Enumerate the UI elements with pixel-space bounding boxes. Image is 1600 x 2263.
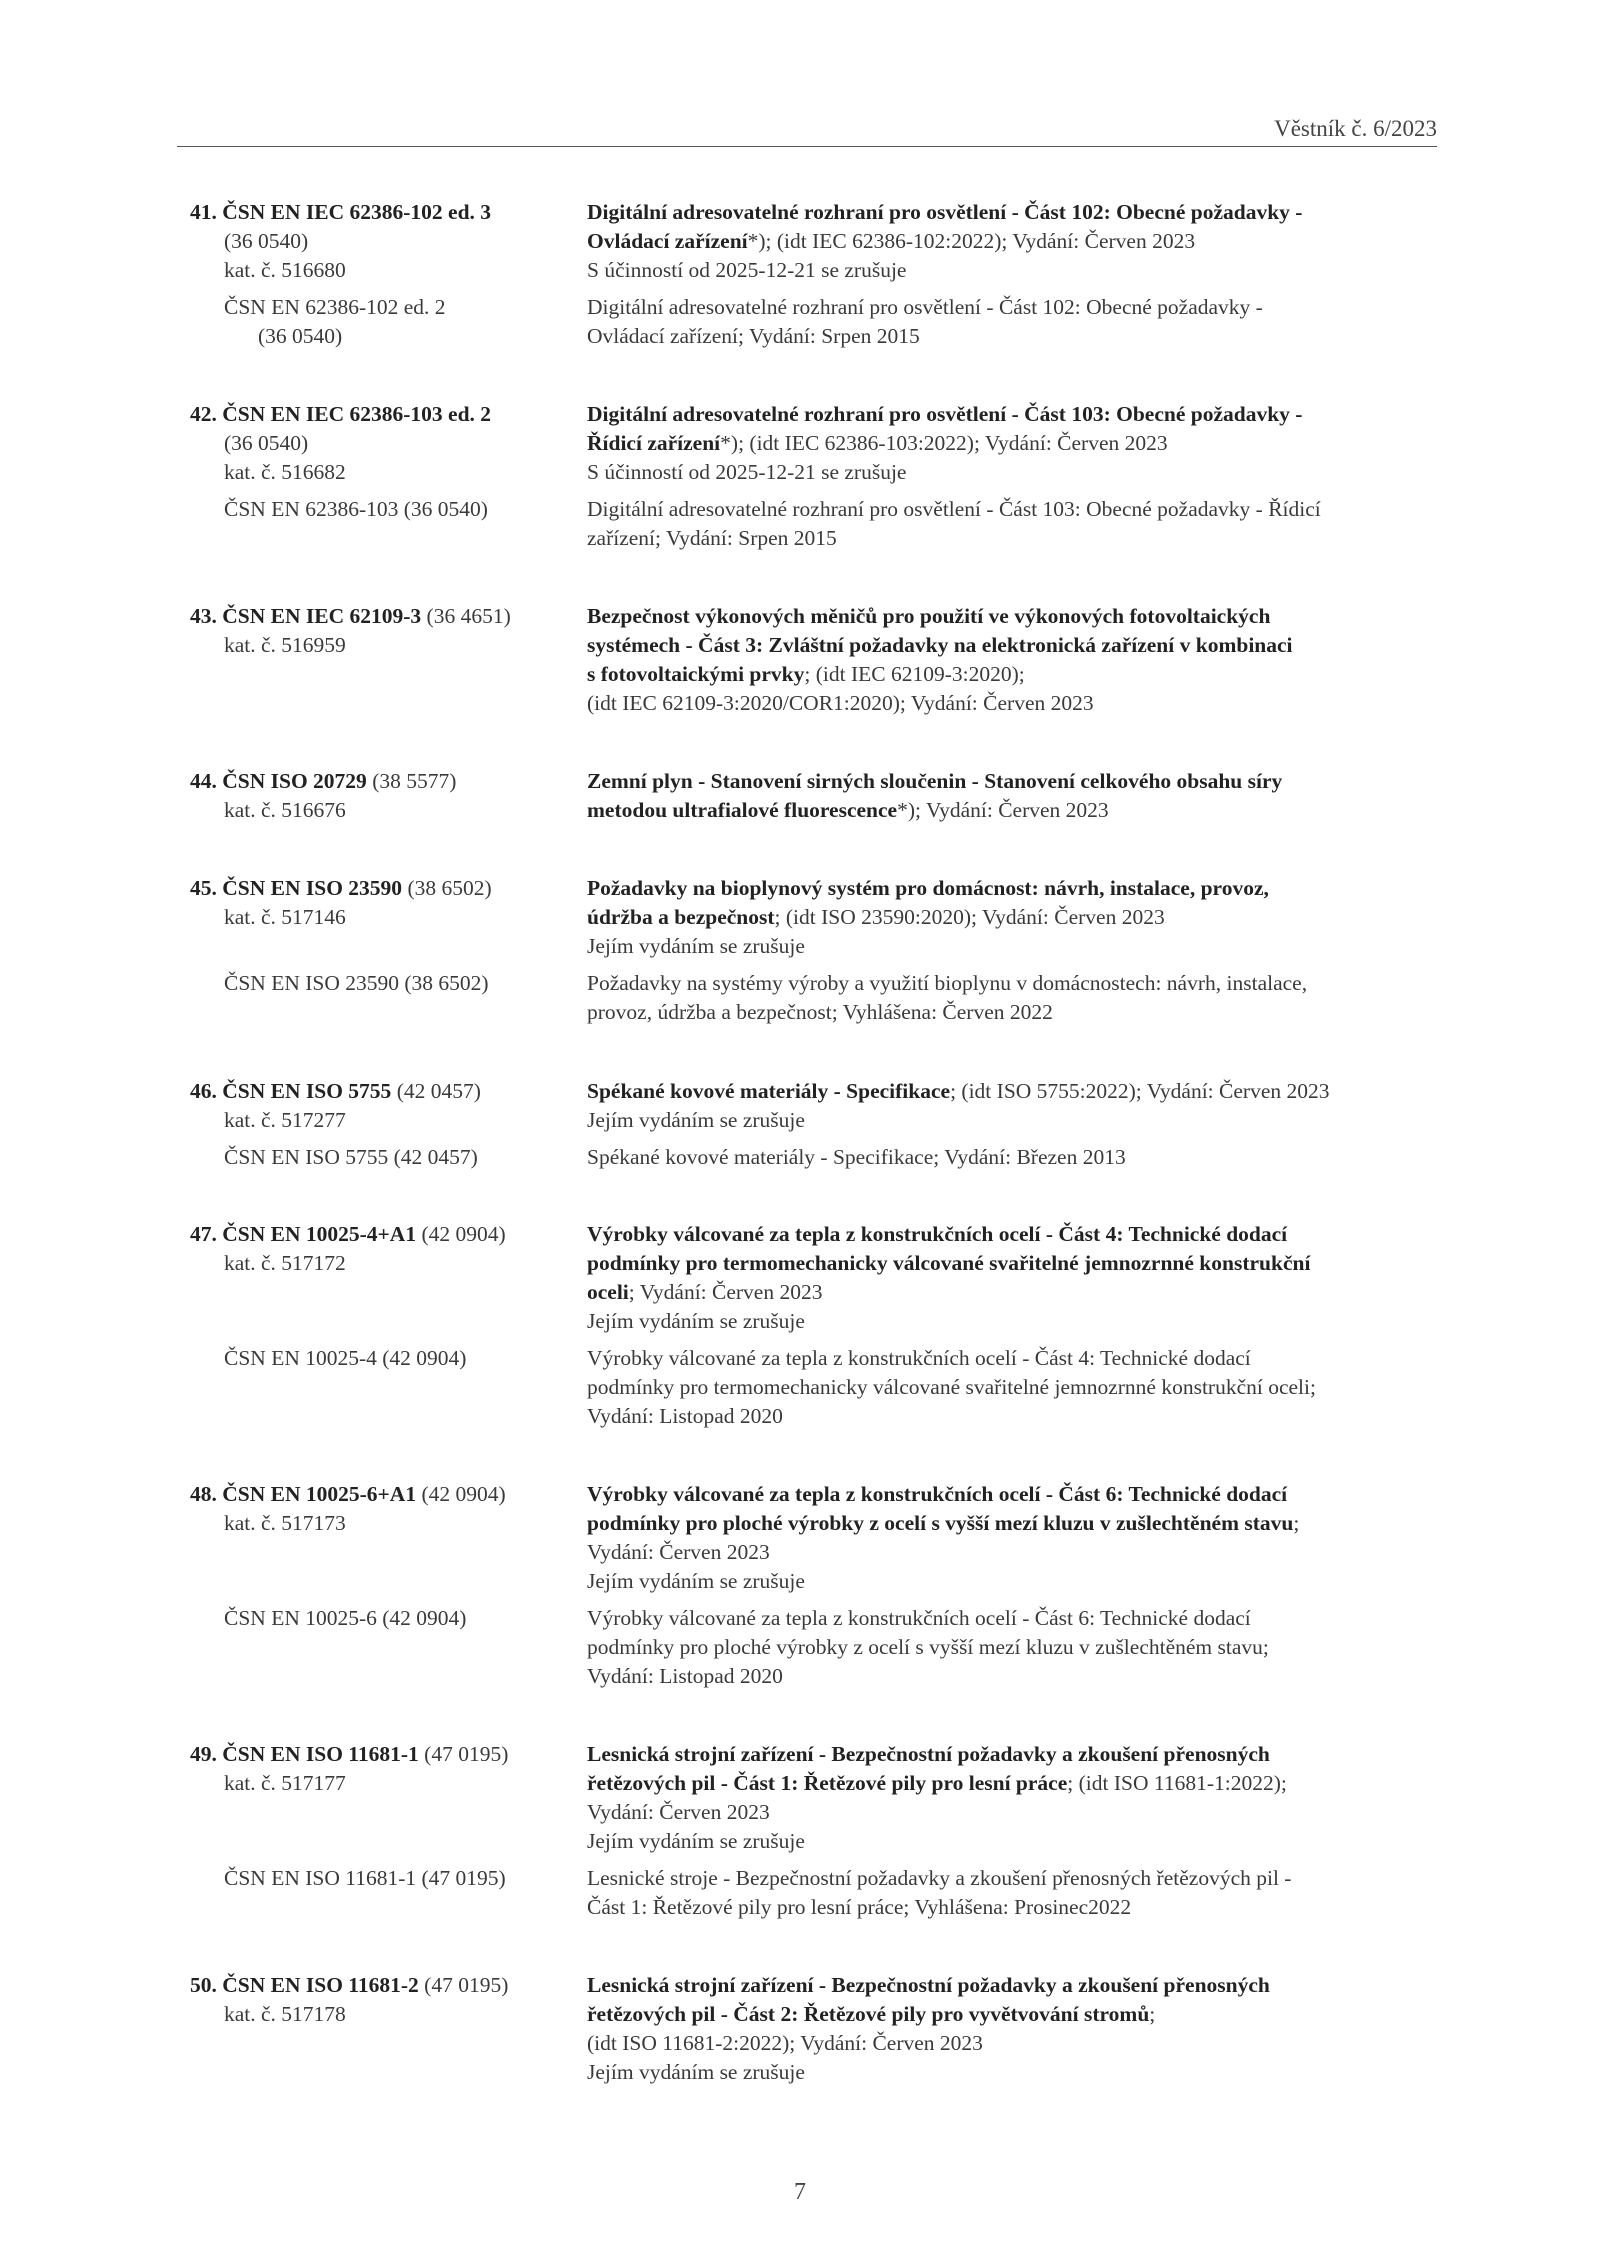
title-text: Vydání: Červen 2023: [587, 1540, 770, 1564]
title-line: [587, 903, 1437, 932]
entry-designation: [190, 1480, 570, 1538]
standard-code: ČSN EN 10025-6+A1: [222, 1482, 417, 1506]
title-line: [587, 1278, 1437, 1307]
replaced-title: [587, 495, 1437, 553]
title-text: Jejím vydáním se zrušuje: [587, 2060, 805, 2084]
title-text: S účinností od 2025-12-21 se zrušuje: [587, 460, 907, 484]
standard-entry: [0, 767, 1600, 825]
replaced-title: [587, 1344, 1437, 1431]
title-line: [587, 1077, 1437, 1106]
replaced-title-line: Digitální adresovatelné rozhraní pro osvětlení - Část 102: Obecné požadavky -: [587, 295, 1263, 319]
title-text: *); Vydání: Červen 2023: [897, 798, 1109, 822]
title-text: S účinností od 2025-12-21 se zrušuje: [587, 258, 907, 282]
classification-code: (36 4651): [421, 604, 511, 628]
title-line: [587, 1480, 1437, 1509]
designation-detail: kat. č. 516959: [224, 633, 346, 657]
designation-detail: kat. č. 517177: [224, 1771, 346, 1795]
designation-detail: kat. č. 516682: [224, 460, 346, 484]
replaced-title-line: Výrobky válcované za tepla z konstrukčních ocelí - Část 6: Technické dodací: [587, 1606, 1251, 1630]
title-line: [587, 660, 1437, 689]
title-text: Vydání: Červen 2023: [587, 1800, 770, 1824]
replaced-designation-line: ČSN EN 10025-6 (42 0904): [224, 1606, 467, 1630]
entry-designation: [190, 767, 570, 825]
entry-number: 48.: [190, 1482, 217, 1506]
entry-number: 50.: [190, 1973, 217, 1997]
entry-title: [587, 198, 1437, 285]
title-line: [587, 2058, 1437, 2087]
designation-detail: kat. č. 516676: [224, 798, 346, 822]
title-bold-text: podmínky pro ploché výrobky z ocelí s vyšší mezí kluzu v zušlechtěném stavu: [587, 1511, 1294, 1535]
replaced-standard-row: [0, 293, 1600, 351]
standard-code: ČSN EN IEC 62386-103 ed. 2: [222, 402, 492, 426]
designation-detail: kat. č. 517172: [224, 1251, 346, 1275]
replaced-designation: [190, 1315, 570, 1373]
standard-entry: [0, 400, 1600, 553]
replaced-designation: [190, 969, 570, 998]
title-line: [587, 256, 1437, 285]
title-bold-text: Výrobky válcované za tepla z konstrukčních ocelí - Část 6: Technické dodací: [587, 1482, 1288, 1506]
title-line: [587, 1798, 1437, 1827]
classification-code: (42 0457): [391, 1079, 481, 1103]
replaced-title: [587, 969, 1437, 1027]
title-line: [587, 1827, 1437, 1856]
replaced-designation-line: ČSN EN 10025-4 (42 0904): [224, 1346, 467, 1370]
entry-number: 43.: [190, 604, 217, 628]
classification-code: (42 0904): [416, 1222, 506, 1246]
replaced-title-line: Požadavky na systémy výroby a využití bioplynu v domácnostech: návrh, instalace,: [587, 971, 1308, 995]
classification-code: (38 6502): [402, 876, 492, 900]
replaced-standard-row: [0, 1143, 1600, 1172]
title-text: Jejím vydáním se zrušuje: [587, 934, 805, 958]
standard-entry: [0, 602, 1600, 718]
entry-number: 44.: [190, 769, 217, 793]
title-bold-text: Bezpečnost výkonových měničů pro použití ve výkonových fotovoltaických: [587, 604, 1271, 628]
title-text: Jejím vydáním se zrušuje: [587, 1829, 805, 1853]
entry-number: 45.: [190, 876, 217, 900]
replaced-designation-line: [190, 1315, 570, 1344]
standard-code: ČSN EN IEC 62109-3: [222, 604, 422, 628]
title-bold-text: systémech - Část 3: Zvláštní požadavky na elektronická zařízení v kombinaci: [587, 633, 1293, 657]
title-text: *); (idt IEC 62386-102:2022); Vydání: Červen 2023: [747, 229, 1196, 253]
page-number: 7: [794, 2179, 806, 2205]
title-line: [587, 1769, 1437, 1798]
title-bold-text: podmínky pro termomechanicky válcované svařitelné jemnozrnné konstrukční: [587, 1251, 1311, 1275]
replaced-designation-line: (36 0540): [258, 324, 343, 348]
entry-title: [587, 874, 1437, 961]
replaced-title-line: podmínky pro termomechanicky válcované svařitelné jemnozrnné konstrukční oceli;: [587, 1375, 1316, 1399]
replaced-designation-line: ČSN EN ISO 11681-1 (47 0195): [224, 1866, 506, 1890]
replaced-designation-line: ČSN EN ISO 23590 (38 6502): [224, 971, 489, 995]
title-line: [587, 1220, 1437, 1249]
title-text: ;: [1293, 1511, 1300, 1535]
standard-code: ČSN EN ISO 11681-2: [222, 1973, 419, 1997]
title-line: [587, 1509, 1437, 1538]
standard-entry: [0, 1077, 1600, 1172]
entry-title: [587, 1740, 1437, 1856]
replaced-designation: [190, 495, 570, 524]
standard-code: ČSN EN IEC 62386-102 ed. 3: [222, 200, 492, 224]
replaced-title: [587, 1864, 1437, 1922]
entry-designation: [190, 1740, 570, 1798]
title-bold-text: údržba a bezpečnost: [587, 905, 775, 929]
title-line: [587, 227, 1437, 256]
entry-main-row: [0, 602, 1600, 718]
title-line: [587, 429, 1437, 458]
standard-code: ČSN EN ISO 23590: [222, 876, 403, 900]
replaced-designation: [190, 1575, 570, 1633]
replaced-title-line: Lesnické stroje - Bezpečnostní požadavky a zkoušení přenosných řetězových pil -: [587, 1866, 1292, 1890]
designation-detail: kat. č. 517173: [224, 1511, 346, 1535]
designation-detail: kat. č. 517178: [224, 2002, 346, 2026]
title-bold-text: oceli: [587, 1280, 629, 1304]
title-line: [587, 458, 1437, 487]
entry-designation: [190, 198, 570, 285]
title-line: [587, 689, 1437, 718]
entry-number: 41.: [190, 200, 217, 224]
standard-code: ČSN EN ISO 5755: [222, 1079, 392, 1103]
replaced-designation-line: ČSN EN ISO 5755 (42 0457): [224, 1145, 478, 1169]
entry-main-row: [0, 1740, 1600, 1856]
replaced-title-line: Spékané kovové materiály - Specifikace; Vydání: Březen 2013: [587, 1145, 1126, 1169]
classification-code: (47 0195): [418, 1973, 509, 1997]
replaced-title-line: Vydání: Listopad 2020: [587, 1404, 783, 1428]
designation-detail: (36 0540): [224, 229, 309, 253]
replaced-designation-line: [190, 1575, 570, 1604]
title-line: [587, 932, 1437, 961]
title-bold-text: metodou ultrafialové fluorescence: [587, 798, 898, 822]
designation-detail: kat. č. 517146: [224, 905, 346, 929]
standard-code: ČSN EN 10025-4+A1: [222, 1222, 417, 1246]
title-text: Jejím vydáním se zrušuje: [587, 1569, 805, 1593]
classification-code: (47 0195): [418, 1742, 509, 1766]
title-bold-text: Spékané kovové materiály - Specifikace: [587, 1079, 951, 1103]
entry-designation: [190, 1077, 570, 1135]
entry-designation: [190, 874, 570, 932]
replaced-title: [587, 1604, 1437, 1691]
replaced-title-line: Část 1: Řetězové pily pro lesní práce; Vyhlášena: Prosinec2022: [587, 1895, 1132, 1919]
entry-heading: [190, 1077, 570, 1106]
title-line: [587, 1307, 1437, 1336]
replaced-title-line: Vydání: Listopad 2020: [587, 1664, 783, 1688]
replaced-title-line: Ovládací zařízení; Vydání: Srpen 2015: [587, 324, 920, 348]
standard-entry: [0, 1971, 1600, 2087]
standard-entry: [0, 1220, 1600, 1431]
entry-heading: [190, 1740, 570, 1769]
journal-title: Věstník č. 6/2023: [1274, 116, 1437, 141]
title-text: ;: [1149, 2002, 1156, 2026]
entry-designation: [190, 602, 570, 660]
title-line: [587, 631, 1437, 660]
replaced-title-line: provoz, údržba a bezpečnost; Vyhlášena: Červen 2022: [587, 1000, 1053, 1024]
title-text: Jejím vydáním se zrušuje: [587, 1108, 805, 1132]
standard-entry: [0, 1740, 1600, 1922]
entry-heading: [190, 1971, 570, 2000]
title-bold-text: Ovládací zařízení: [587, 229, 748, 253]
standard-code: ČSN EN ISO 11681-1: [222, 1742, 419, 1766]
replaced-designation: [190, 1143, 570, 1172]
title-bold-text: Výrobky válcované za tepla z konstrukčních ocelí - Část 4: Technické dodací: [587, 1222, 1288, 1246]
replaced-designation: [190, 293, 570, 351]
title-text: ; (idt ISO 11681-1:2022);: [1067, 1771, 1287, 1795]
title-text: ; Vydání: Červen 2023: [628, 1280, 823, 1304]
entry-heading: [190, 874, 570, 903]
replaced-designation-line: ČSN EN 62386-103 (36 0540): [224, 497, 488, 521]
title-line: [587, 1538, 1437, 1567]
standard-entry: [0, 198, 1600, 351]
entry-number: 42.: [190, 402, 217, 426]
title-line: [587, 2000, 1437, 2029]
classification-code: (38 5577): [366, 769, 457, 793]
title-line: [587, 1249, 1437, 1278]
replaced-title-line: zařízení; Vydání: Srpen 2015: [587, 526, 837, 550]
replaced-title-line: podmínky pro ploché výrobky z ocelí s vyšší mezí kluzu v zušlechtěném stavu;: [587, 1635, 1269, 1659]
title-bold-text: Lesnická strojní zařízení - Bezpečnostní požadavky a zkoušení přenosných: [587, 1973, 1270, 1997]
replaced-title: [587, 293, 1437, 351]
designation-detail: kat. č. 517277: [224, 1108, 346, 1132]
entry-title: [587, 1971, 1437, 2087]
entry-title: [587, 1077, 1437, 1135]
title-line: [587, 602, 1437, 631]
title-bold-text: Lesnická strojní zařízení - Bezpečnostní požadavky a zkoušení přenosných: [587, 1742, 1270, 1766]
entry-heading: [190, 1220, 570, 1249]
title-line: [587, 1106, 1437, 1135]
title-line: [587, 796, 1437, 825]
replaced-standard-row: [0, 969, 1600, 1027]
classification-code: (42 0904): [416, 1482, 506, 1506]
replaced-designation-line: ČSN EN 62386-102 ed. 2: [224, 295, 446, 319]
standard-entry: [0, 1480, 1600, 1691]
title-bold-text: řetězových pil - Část 2: Řetězové pily pro vyvětvování stromů: [587, 2002, 1150, 2026]
entry-number: 47.: [190, 1222, 217, 1246]
title-bold-text: s fotovoltaickými prvky: [587, 662, 805, 686]
designation-detail: kat. č. 516680: [224, 258, 346, 282]
title-line: [587, 400, 1437, 429]
entry-heading: [190, 198, 570, 227]
standard-entry: [0, 874, 1600, 1027]
entry-designation: [190, 400, 570, 487]
title-text: (idt ISO 11681-2:2022); Vydání: Červen 2023: [587, 2031, 983, 2055]
entry-heading: [190, 1480, 570, 1509]
title-text: (idt IEC 62109-3:2020/COR1:2020); Vydání: Červen 2023: [587, 691, 1094, 715]
entry-heading: [190, 767, 570, 796]
replaced-title: [587, 1143, 1437, 1172]
page-header: [177, 108, 1437, 147]
replaced-title-line: Digitální adresovatelné rozhraní pro osvětlení - Část 103: Obecné požadavky - Řídicí: [587, 497, 1321, 521]
entry-number: 46.: [190, 1079, 217, 1103]
entry-heading: [190, 602, 570, 631]
title-bold-text: Digitální adresovatelné rozhraní pro osvětlení - Část 103: Obecné požadavky -: [587, 402, 1303, 426]
replaced-standard-row: [0, 495, 1600, 553]
entry-main-row: [0, 198, 1600, 285]
replaced-standard-row: [0, 1344, 1600, 1431]
title-line: [587, 874, 1437, 903]
title-line: [587, 1971, 1437, 2000]
title-line: [587, 1740, 1437, 1769]
title-bold-text: Digitální adresovatelné rozhraní pro osvětlení - Část 102: Obecné požadavky -: [587, 200, 1303, 224]
standard-code: ČSN ISO 20729: [222, 769, 367, 793]
title-bold-text: Řídicí zařízení: [587, 431, 721, 455]
entry-title: [587, 400, 1437, 487]
title-line: [587, 767, 1437, 796]
title-bold-text: řetězových pil - Část 1: Řetězové pily pro lesní práce: [587, 1771, 1068, 1795]
replaced-standard-row: [0, 1864, 1600, 1922]
entry-main-row: [0, 1077, 1600, 1135]
entry-number: 49.: [190, 1742, 217, 1766]
entry-main-row: [0, 767, 1600, 825]
entry-main-row: [0, 1971, 1600, 2087]
title-text: ; (idt ISO 23590:2020); Vydání: Červen 2023: [774, 905, 1165, 929]
entry-title: [587, 602, 1437, 718]
entry-main-row: [0, 400, 1600, 487]
entry-main-row: [0, 874, 1600, 961]
title-text: ; (idt ISO 5755:2022); Vydání: Červen 2023: [950, 1079, 1330, 1103]
replaced-designation: [190, 1864, 570, 1893]
title-text: Jejím vydáním se zrušuje: [587, 1309, 805, 1333]
entry-designation: [190, 1971, 570, 2029]
title-bold-text: Zemní plyn - Stanovení sirných sloučenin - Stanovení celkového obsahu síry: [587, 769, 1283, 793]
title-line: [587, 2029, 1437, 2058]
title-line: [587, 1567, 1437, 1596]
designation-detail: (36 0540): [224, 431, 309, 455]
entry-title: [587, 1220, 1437, 1336]
title-text: *); (idt IEC 62386-103:2022); Vydání: Červen 2023: [720, 431, 1168, 455]
entry-designation: [190, 1220, 570, 1278]
title-bold-text: Požadavky na bioplynový systém pro domácnost: návrh, instalace, provoz,: [587, 876, 1269, 900]
title-text: ; (idt IEC 62109-3:2020);: [804, 662, 1025, 686]
entry-title: [587, 1480, 1437, 1596]
title-line: [587, 198, 1437, 227]
entry-title: [587, 767, 1437, 825]
replaced-title-line: Výrobky válcované za tepla z konstrukčních ocelí - Část 4: Technické dodací: [587, 1346, 1251, 1370]
replaced-standard-row: [0, 1604, 1600, 1691]
entry-heading: [190, 400, 570, 429]
